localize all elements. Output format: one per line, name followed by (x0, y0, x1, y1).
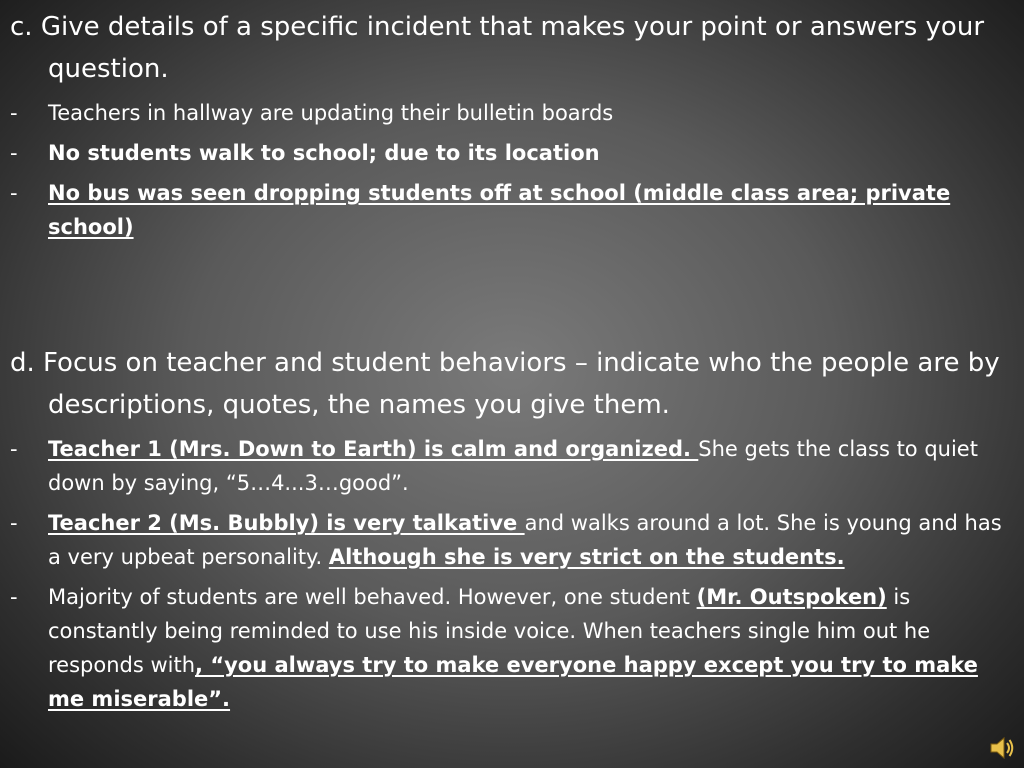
section-d-list (10, 432, 1014, 716)
spacer (10, 244, 1014, 342)
section-c-list (10, 96, 1014, 244)
section-c-heading: c. Give details of a specific incident that makes your point or answers your question. (10, 12, 985, 84)
bullet-dash: - (10, 141, 18, 165)
student-quote: , “you always try to make everyone happy except you try to make me miserable”. (48, 653, 978, 711)
strictness-note: Although she is very strict on the students. (328, 545, 845, 569)
section-d-heading: d. Focus on teacher and student behaviors – indicate who the people are by descriptions, quotes, the names you give them. (10, 348, 1000, 420)
list-item (10, 176, 1014, 244)
bullet-text: No students walk to school; due to its location (48, 141, 600, 165)
list-item (10, 506, 1014, 574)
bullet-dash: - (10, 511, 18, 535)
bullet-text: Majority of students are well behaved. However, one student (48, 585, 697, 609)
teacher-1-description: Teacher 1 (Mrs. Down to Earth) is calm and organized. (48, 437, 699, 461)
slide-content (10, 6, 1014, 716)
bullet-dash: - (10, 181, 18, 205)
list-item (10, 432, 1014, 500)
list-item (10, 136, 1014, 170)
bullet-dash: - (10, 437, 18, 461)
bullet-text: is constantly being reminded to use his inside voice. When teachers single him out he responds with (48, 585, 931, 677)
bullet-text: and walks around a lot. She is young and has a very upbeat personality. (48, 511, 1002, 569)
student-name: (Mr. Outspoken) (696, 585, 887, 609)
list-item (10, 580, 1014, 716)
teacher-2-description: Teacher 2 (Ms. Bubbly) is very talkative (48, 511, 525, 535)
bullet-dash: - (10, 585, 18, 609)
bullet-text: She gets the class to quiet down by saying, “5…4...3…good”. (48, 437, 978, 495)
bullet-text: No bus was seen dropping students off at school (middle class area; private school) (48, 181, 951, 239)
bullet-dash: - (10, 101, 18, 125)
list-item (10, 96, 1014, 130)
speaker-icon[interactable] (988, 734, 1016, 762)
bullet-text: Teachers in hallway are updating their bulletin boards (48, 101, 614, 125)
